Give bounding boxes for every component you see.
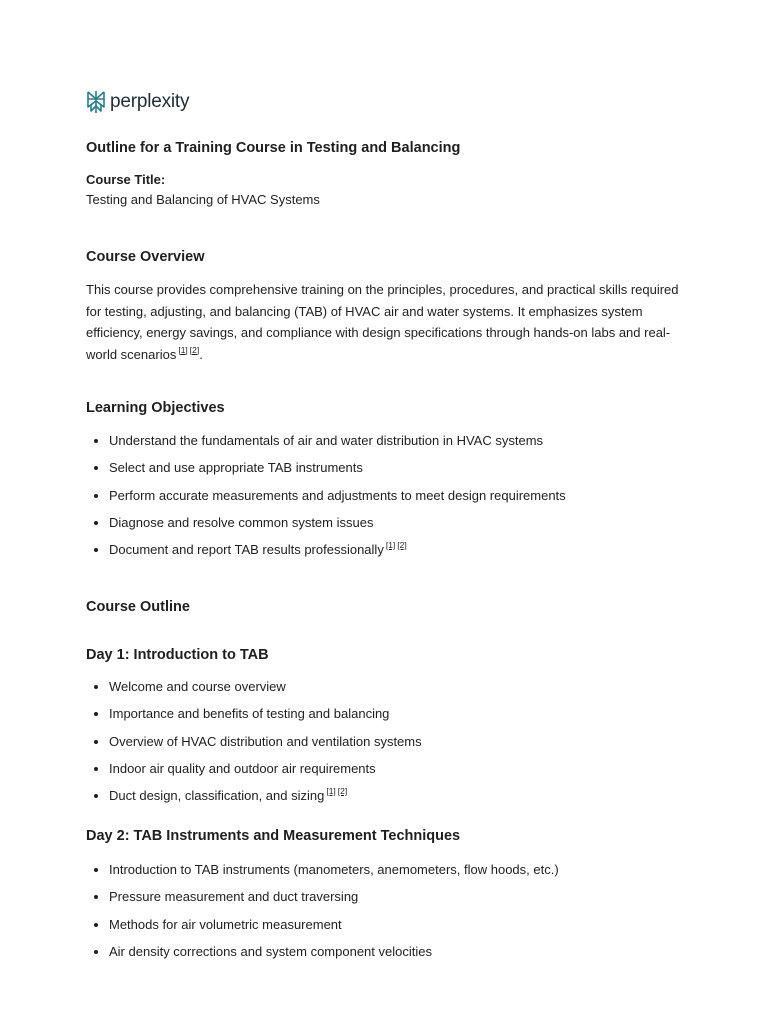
perplexity-logo (86, 90, 189, 114)
learning-objectives-heading: Learning Objectives (86, 400, 225, 416)
list-item: Welcome and course overview (86, 678, 686, 705)
course-title-label: Course Title: (86, 172, 166, 187)
day1-heading: Day 1: Introduction to TAB (86, 647, 269, 663)
course-outline-heading: Course Outline (86, 599, 190, 615)
citation-link[interactable]: [2] (337, 786, 348, 797)
list-item: Introduction to TAB instruments (manometers, anemometers, flow hoods, etc.) (86, 861, 686, 888)
list-item: Indoor air quality and outdoor air requirements (86, 760, 686, 787)
day2-list (86, 861, 686, 970)
list-item: Importance and benefits of testing and balancing (86, 705, 686, 732)
list-item: Select and use appropriate TAB instruments (86, 459, 686, 486)
list-item: Document and report TAB results professionally [1] [2] (86, 541, 686, 568)
citation-link[interactable]: [2] (397, 540, 407, 551)
citation-link[interactable]: [1] (178, 344, 188, 355)
day1-list (86, 678, 686, 814)
course-overview-heading: Course Overview (86, 249, 205, 265)
list-item: Understand the fundamentals of air and water distribution in HVAC systems (86, 432, 686, 459)
list-item: Air density corrections and system component velocities (86, 943, 686, 970)
list-item: Perform accurate measurements and adjustments to meet design requirements (86, 487, 686, 514)
citation-link[interactable]: [1] (326, 786, 336, 797)
course-overview-text: This course provides comprehensive training on the principles, procedures, and practical skills required for testing, adjusting, and balancing (TAB) of HVAC air and water systems. It emphasizes system efficiency, energy savings, and compliance with design specifications through hands-on labs and real-world scenarios [1] [2]. (86, 282, 679, 362)
list-item: Diagnose and resolve common system issues (86, 514, 686, 541)
page-title: Outline for a Training Course in Testing and Balancing (86, 140, 461, 156)
list-item: Overview of HVAC distribution and ventilation systems (86, 733, 686, 760)
perplexity-logo-icon (86, 90, 106, 114)
list-item: Pressure measurement and duct traversing (86, 888, 686, 915)
citation-link[interactable]: [2] (189, 344, 200, 355)
brand-name: perplexity (110, 91, 190, 112)
list-item: Methods for air volumetric measurement (86, 916, 686, 943)
learning-objectives-list (86, 432, 686, 568)
day2-heading: Day 2: TAB Instruments and Measurement Techniques (86, 828, 461, 844)
citation-link[interactable]: [1] (385, 540, 396, 551)
list-item: Duct design, classification, and sizing [1] [2] (86, 787, 686, 814)
course-title-value: Testing and Balancing of HVAC Systems (86, 192, 320, 207)
